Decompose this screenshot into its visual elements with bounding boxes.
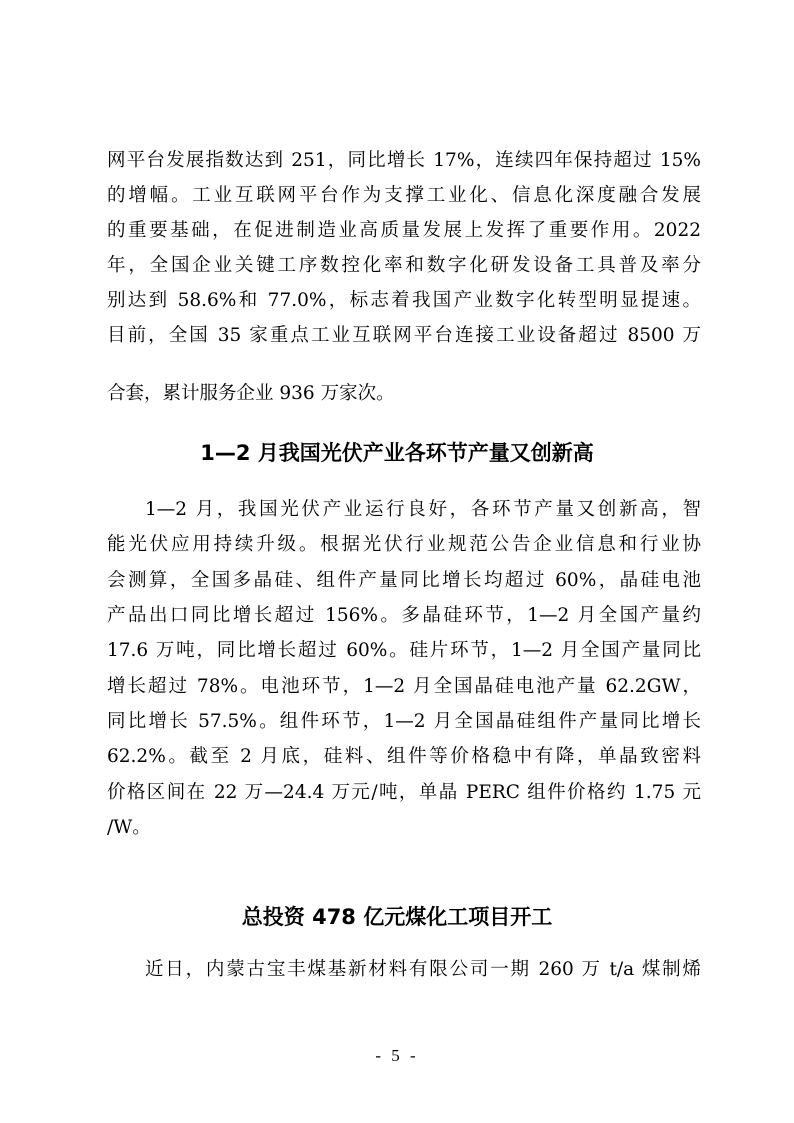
paragraph-line: 同比增长 57.5%。组件环节，1—2 月全国晶硅组件产量同比增长 bbox=[107, 711, 701, 732]
paragraph-line: 1—2 月，我国光伏产业运行良好，各环节产量又创新高，智 bbox=[145, 499, 701, 520]
article-title-coal: 总投资 478 亿元煤化工项目开工 bbox=[241, 905, 553, 929]
paragraph-line: 别达到 58.6%和 77.0%，标志着我国产业数字化转型明显提速。 bbox=[107, 290, 701, 311]
paragraph-line: 62.2%。截至 2 月底，硅料、组件等价格稳中有降，单晶致密料 bbox=[107, 746, 701, 767]
paragraph-line: 价格区间在 22 万—24.4 万元/吨，单晶 PERC 组件价格约 1.75 元 bbox=[107, 782, 701, 803]
paragraph-line: 的增幅。工业互联网平台作为支撑工业化、信息化深度融合发展 bbox=[107, 185, 701, 206]
paragraph-line: 目前，全国 35 家重点工业互联网平台连接工业设备超过 8500 万 bbox=[107, 325, 701, 346]
article-title-pv: 1—2 月我国光伏产业各环节产量又创新高 bbox=[200, 441, 594, 465]
paragraph-line: 合套，累计服务企业 936 万家次。 bbox=[107, 383, 395, 404]
paragraph-line: 能光伏应用持续升级。根据光伏行业规范公告企业信息和行业协 bbox=[107, 534, 701, 555]
paragraph-line: 会测算，全国多晶硅、组件产量同比增长均超过 60%，晶硅电池 bbox=[107, 570, 701, 591]
page-number: - 5 - bbox=[375, 1046, 419, 1065]
paragraph-line: 17.6 万吨，同比增长超过 60%。硅片环节，1—2 月全国产量同比 bbox=[107, 640, 701, 661]
paragraph-line: 的重要基础，在促进制造业高质量发展上发挥了重要作用。2022 bbox=[107, 220, 701, 241]
paragraph-line: 年，全国企业关键工序数控化率和数字化研发设备工具普及率分 bbox=[107, 255, 701, 276]
paragraph-line: /W。 bbox=[107, 817, 151, 838]
paragraph-line: 增长超过 78%。电池环节，1—2 月全国晶硅电池产量 62.2GW， bbox=[107, 676, 701, 697]
paragraph-line: 近日，内蒙古宝丰煤基新材料有限公司一期 260 万 t/a 煤制烯 bbox=[145, 959, 701, 980]
paragraph-line: 网平台发展指数达到 251，同比增长 17%，连续四年保持超过 15% bbox=[107, 150, 701, 171]
paragraph-line: 产品出口同比增长超过 156%。多晶硅环节，1—2 月全国产量约 bbox=[107, 605, 701, 626]
